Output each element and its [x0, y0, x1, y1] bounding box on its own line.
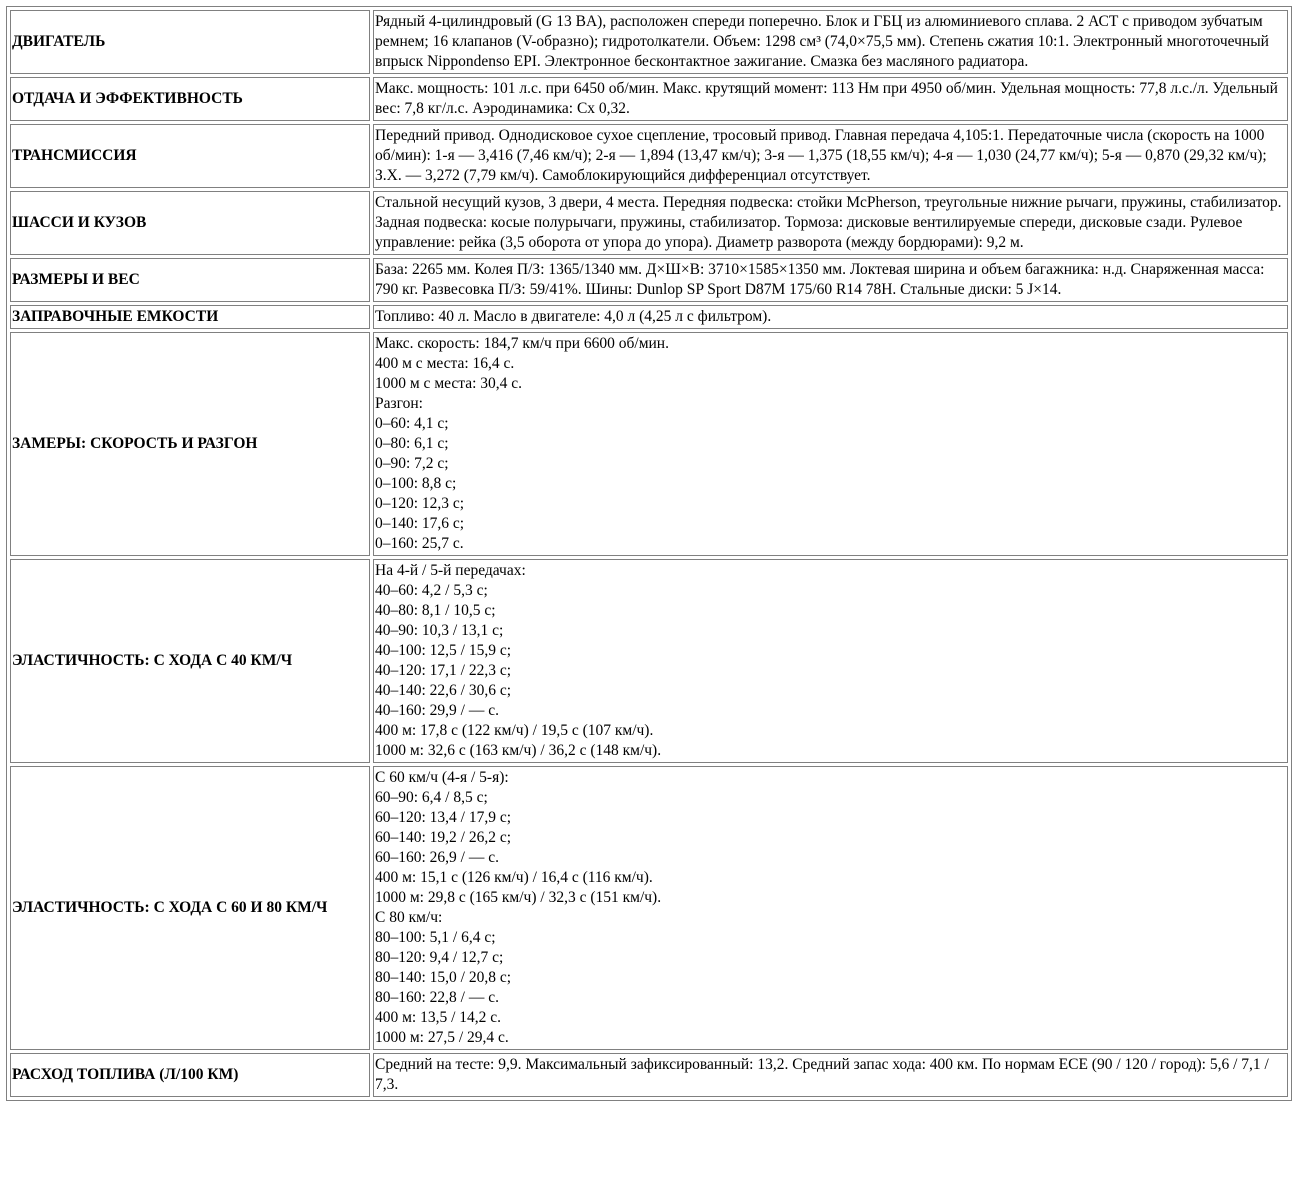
spec-value-line: 0–160: 25,7 с.: [375, 535, 464, 552]
spec-value-line: 1000 м: 27,5 / 29,4 с.: [375, 1029, 509, 1046]
spec-value-line: 0–120: 12,3 с;: [375, 495, 465, 512]
spec-value-line: 40–120: 17,1 / 22,3 с;: [375, 662, 512, 679]
spec-row: [10, 10, 1288, 74]
spec-value-line: Рядный 4-цилиндровый (G 13 BA), расположен спереди поперечно. Блок и ГБЦ из алюминиевого сплава. 2 АСТ с приводом зубчатым ремнем; 16 клапанов (V-образно); гидротолкатели. Объем: 1298 см³ (74,0×75,5 мм). Степень сжатия 10:1. Электронный многоточечный впрыск Nippondenso EPI. Электронное бесконтактное зажигание. Смазка без масляного радиатора.: [375, 13, 1269, 70]
spec-value: [373, 766, 1288, 1050]
spec-value: [373, 10, 1288, 74]
spec-value-line: С 80 км/ч:: [375, 909, 443, 926]
spec-value-line: Топливо: 40 л. Масло в двигателе: 4,0 л (4,25 л с фильтром).: [375, 308, 772, 325]
spec-value: [373, 332, 1288, 556]
spec-value-line: 1000 м с места: 30,4 с.: [375, 375, 523, 392]
spec-value-line: Разгон:: [375, 395, 423, 412]
spec-value-line: 400 м с места: 16,4 с.: [375, 355, 515, 372]
spec-row: [10, 258, 1288, 302]
spec-value: [373, 1053, 1288, 1097]
spec-value: [373, 124, 1288, 188]
spec-row: [10, 191, 1288, 255]
spec-value-line: Передний привод. Однодисковое сухое сцепление, тросовый привод. Главная передача 4,105:1. Передаточные числа (скорость на 1000 об/мин): 1-я — 3,416 (7,46 км/ч); 2-я — 1,894 (13,47 км/ч); 3-я — 1,375 (18,55 км/ч); 4-я — 1,030 (24,77 км/ч); 5-я — 0,870 (29,32 км/ч); З.Х. — 3,272 (7,79 км/ч). Самоблокирующийся дифференциал отсутствует.: [375, 127, 1267, 184]
spec-value-line: База: 2265 мм. Колея П/З: 1365/1340 мм. Д×Ш×В: 3710×1585×1350 мм. Локтевая ширина и объем багажника: н.д. Снаряженная масса: 790 кг. Развесовка П/З: 59/41%. Шины: Dunlop SP Sport D87M 175/60 R14 78H. Стальные диски: 5 J×14.: [375, 261, 1265, 298]
spec-value-line: Макс. мощность: 101 л.с. при 6450 об/мин. Макс. крутящий момент: 113 Нм при 4950 об/мин. Удельная мощность: 77,8 л.с./л. Удельный вес: 7,8 кг/л.с. Аэродинамика: Cx 0,32.: [375, 80, 1278, 117]
spec-value-line: 1000 м: 29,8 с (165 км/ч) / 32,3 с (151 км/ч).: [375, 889, 662, 906]
spec-value-line: 400 м: 13,5 / 14,2 с.: [375, 1009, 502, 1026]
spec-row: [10, 77, 1288, 121]
spec-table-body: [10, 10, 1288, 1097]
spec-label: РАСХОД ТОПЛИВА (Л/100 КМ): [10, 1053, 370, 1097]
spec-value-line: 0–90: 7,2 с;: [375, 455, 449, 472]
spec-value-line: 80–160: 22,8 / — с.: [375, 989, 499, 1006]
spec-value: [373, 191, 1288, 255]
spec-value-line: 0–60: 4,1 с;: [375, 415, 449, 432]
spec-value-line: На 4-й / 5-й передачах:: [375, 562, 526, 579]
spec-row: [10, 766, 1288, 1050]
spec-label: РАЗМЕРЫ И ВЕС: [10, 258, 370, 302]
spec-value-line: 60–90: 6,4 / 8,5 с;: [375, 789, 488, 806]
spec-label: ОТДАЧА И ЭФФЕКТИВНОСТЬ: [10, 77, 370, 121]
spec-value-line: 40–100: 12,5 / 15,9 с;: [375, 642, 512, 659]
spec-row: [10, 124, 1288, 188]
spec-value: [373, 77, 1288, 121]
spec-value-line: 40–140: 22,6 / 30,6 с;: [375, 682, 512, 699]
spec-value-line: 40–90: 10,3 / 13,1 с;: [375, 622, 504, 639]
spec-value-line: 0–100: 8,8 с;: [375, 475, 457, 492]
spec-value-line: 40–80: 8,1 / 10,5 с;: [375, 602, 496, 619]
spec-value: [373, 305, 1288, 329]
spec-value-line: 1000 м: 32,6 с (163 км/ч) / 36,2 с (148 км/ч).: [375, 742, 662, 759]
spec-label: ЭЛАСТИЧНОСТЬ: С ХОДА С 40 КМ/Ч: [10, 559, 370, 763]
spec-value-line: Макс. скорость: 184,7 км/ч при 6600 об/мин.: [375, 335, 669, 352]
spec-value-line: С 60 км/ч (4-я / 5-я):: [375, 769, 509, 786]
spec-value-line: 0–140: 17,6 с;: [375, 515, 465, 532]
spec-row: [10, 305, 1288, 329]
spec-table: [6, 6, 1292, 1101]
spec-row: [10, 559, 1288, 763]
spec-label: ЭЛАСТИЧНОСТЬ: С ХОДА С 60 И 80 КМ/Ч: [10, 766, 370, 1050]
spec-value-line: 40–60: 4,2 / 5,3 с;: [375, 582, 488, 599]
spec-value-line: 0–80: 6,1 с;: [375, 435, 449, 452]
spec-value-line: 60–140: 19,2 / 26,2 с;: [375, 829, 512, 846]
spec-label: ЗАМЕРЫ: СКОРОСТЬ И РАЗГОН: [10, 332, 370, 556]
spec-value-line: 80–100: 5,1 / 6,4 с;: [375, 929, 496, 946]
spec-value-line: 400 м: 17,8 с (122 км/ч) / 19,5 с (107 км/ч).: [375, 722, 654, 739]
spec-value-line: 80–120: 9,4 / 12,7 с;: [375, 949, 504, 966]
spec-value-line: 40–160: 29,9 / — с.: [375, 702, 499, 719]
spec-value-line: 400 м: 15,1 с (126 км/ч) / 16,4 с (116 км/ч).: [375, 869, 653, 886]
spec-label: ДВИГАТЕЛЬ: [10, 10, 370, 74]
spec-value-line: 60–120: 13,4 / 17,9 с;: [375, 809, 512, 826]
spec-value-line: Стальной несущий кузов, 3 двери, 4 места. Передняя подвеска: стойки McPherson, треугольные нижние рычаги, пружины, стабилизатор. Задная подвеска: косые полурычаги, пружины, стабилизатор. Тормоза: дисковые вентилируемые спереди, дисковые сзади. Рулевое управление: рейка (3,5 оборота от упора до упора). Диаметр разворота (между бордюрами): 9,2 м.: [375, 194, 1282, 251]
spec-label: ТРАНСМИССИЯ: [10, 124, 370, 188]
spec-row: [10, 1053, 1288, 1097]
spec-value-line: 80–140: 15,0 / 20,8 с;: [375, 969, 512, 986]
spec-value-line: 60–160: 26,9 / — с.: [375, 849, 499, 866]
spec-label: ЗАПРАВОЧНЫЕ ЕМКОСТИ: [10, 305, 370, 329]
spec-label: ШАССИ И КУЗОВ: [10, 191, 370, 255]
spec-value: [373, 559, 1288, 763]
spec-value-line: Средний на тесте: 9,9. Максимальный зафиксированный: 13,2. Средний запас хода: 400 км. По нормам ECE (90 / 120 / город): 5,6 / 7,1 / 7,3.: [375, 1056, 1269, 1093]
spec-value: [373, 258, 1288, 302]
spec-row: [10, 332, 1288, 556]
